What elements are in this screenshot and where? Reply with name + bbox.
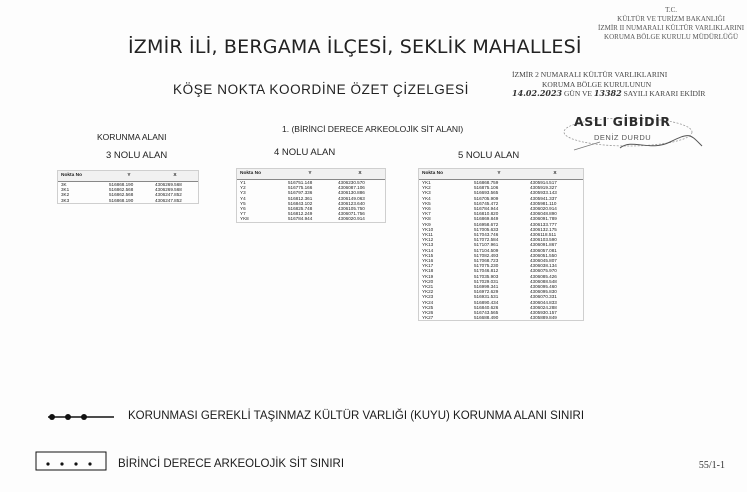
point-no-cell: Y7	[240, 211, 246, 217]
certifier-name: DENİZ DURDU	[594, 133, 652, 142]
col-x: X	[152, 171, 198, 182]
col-point-no: Nokta No	[58, 171, 106, 182]
point-no-cell: Y4	[240, 195, 246, 201]
x-cell: 4306087.106	[338, 185, 365, 191]
y-cell: 516869.849	[474, 216, 499, 222]
y-cell: 516843.102	[288, 200, 313, 206]
y-cell: 516868.190	[109, 197, 134, 203]
x-cell: 4306085.426	[530, 273, 557, 279]
y-cell: 517104.509	[474, 247, 499, 253]
point-no-cell: YK10	[422, 226, 434, 232]
x-cell: 4306088.548	[530, 278, 557, 284]
zone-4-coordinate-table	[236, 168, 386, 223]
point-no-cell: YK19	[422, 273, 434, 279]
summary-table-title: KÖŞE NOKTA KOORDİNE ÖZET ÇİZELGESİ	[173, 82, 469, 97]
x-cell: 4306020.914	[338, 216, 365, 222]
point-no-cell: Y3	[240, 190, 246, 196]
x-cell: 4306020.914	[530, 206, 557, 212]
point-no-cell: YK24	[422, 299, 434, 305]
y-cell: 516705.909	[474, 195, 499, 201]
x-cell: 4306123.640	[338, 200, 365, 206]
y-cell: 517068.723	[474, 258, 499, 264]
x-cell: 4306105.750	[338, 206, 365, 212]
x-cell: 4305930.157	[530, 310, 557, 316]
point-no-cell: 3K	[61, 182, 67, 187]
x-cell: 4306132.175	[530, 226, 557, 232]
x-cell: 4306044.833	[530, 299, 557, 305]
zone-3-label: 3 NOLU ALAN	[106, 150, 168, 161]
y-cell: 516958.672	[474, 221, 499, 227]
y-cell: 516810.820	[474, 211, 499, 217]
x-cell: 4306095.460	[530, 284, 557, 290]
x-cell: 4306038.134	[530, 263, 557, 269]
x-cell: 4306247.852	[155, 197, 182, 203]
x-cell: 4305914.517	[530, 180, 557, 185]
point-no-cell: YK9	[422, 221, 431, 227]
col-point-no: Nokta No	[237, 169, 285, 180]
point-no-cell: YK8	[240, 216, 249, 222]
point-no-cell: YK20	[422, 278, 434, 284]
col-y: Y	[285, 169, 335, 180]
x-cell: 4305919.327	[530, 185, 557, 191]
x-cell: 4305981.110	[530, 200, 557, 206]
y-cell: 517107.961	[474, 242, 499, 248]
y-cell: 516812.361	[288, 195, 313, 201]
section-heading: 1. (BİRİNCİ DERECE ARKEOLOJİK SİT ALANI)	[282, 124, 464, 134]
certified-copy-label: ASLI GİBİDİR	[574, 114, 671, 129]
point-no-cell: YK8	[422, 216, 431, 222]
point-no-cell: YK11	[422, 232, 433, 238]
col-y: Y	[471, 169, 527, 180]
x-cell: 4305889.849	[530, 315, 557, 321]
x-cell: 4306095.830	[530, 289, 557, 295]
decision-number: 13382	[593, 88, 622, 98]
decision-annex-stamp: İZMİR 2 NUMARALI KÜLTÜR VARLIKLARINI KORUMA BÖLGE KURULUNUN 14.02.2023 GÜN VE 13382 SAYILI KARARI EKİDİR	[512, 70, 706, 98]
point-no-cell: YK18	[422, 268, 434, 274]
x-cell: 4306247.852	[155, 192, 182, 198]
y-cell: 516999.341	[474, 284, 499, 290]
y-cell: 517075.230	[474, 263, 499, 269]
table-row	[237, 216, 385, 221]
point-no-cell: YK13	[422, 242, 434, 248]
y-cell: 516688.490	[474, 315, 499, 321]
point-no-cell: Y5	[240, 200, 246, 206]
y-cell: 517082.493	[474, 252, 499, 258]
point-no-cell: 3K2	[61, 192, 70, 198]
point-no-cell: YK4	[422, 195, 431, 201]
well-protection-boundary-symbol	[44, 410, 118, 424]
y-cell: 516862.568	[109, 192, 134, 198]
y-cell: 516840.626	[474, 304, 499, 310]
point-no-cell: YK2	[422, 185, 431, 191]
point-no-cell: YK14	[422, 247, 434, 253]
x-cell: 4306269.568	[155, 182, 182, 187]
point-no-cell: YK3	[422, 190, 431, 196]
col-point-no: Nokta No	[419, 169, 471, 180]
x-cell: 4306130.886	[338, 190, 365, 196]
y-cell: 516875.106	[474, 185, 499, 191]
x-cell: 4306091.789	[530, 216, 557, 222]
point-no-cell: YK26	[422, 310, 434, 316]
point-no-cell: YK21	[422, 284, 434, 290]
official-stamp: T.C. KÜLTÜR VE TURİZM BAKANLIĞI İZMİR II NUMARALI KÜLTÜR VARLIKLARINI KORUMA BÖLGE KURULU MÜDÜRLÜĞÜ	[598, 6, 745, 41]
y-cell: 516825.748	[288, 206, 313, 212]
x-cell: 4306230.570	[338, 180, 365, 185]
x-cell: 4306091.867	[530, 242, 557, 248]
y-cell: 516931.531	[474, 294, 499, 300]
table-row	[419, 315, 583, 320]
y-cell: 516745.472	[474, 200, 499, 206]
y-cell: 516743.565	[474, 310, 499, 316]
point-no-cell: Y1	[240, 180, 246, 185]
decision-date: 14.02.2023	[512, 88, 563, 98]
y-cell: 517029.031	[474, 278, 499, 284]
point-no-cell: Y6	[240, 206, 246, 212]
point-no-cell: 3K1	[61, 187, 70, 193]
x-cell: 4306048.890	[530, 211, 557, 217]
x-cell: 4306103.590	[530, 237, 557, 243]
y-cell: 516797.336	[288, 190, 313, 196]
x-cell: 4306075.970	[530, 268, 557, 274]
table-row	[58, 198, 198, 203]
point-no-cell: YK27	[422, 315, 434, 321]
y-cell: 516972.629	[474, 289, 499, 295]
y-cell: 516862.568	[109, 187, 134, 193]
y-cell: 517005.633	[474, 226, 499, 232]
x-cell: 4305933.143	[530, 190, 557, 196]
zone-3-coordinate-table	[57, 170, 199, 204]
y-cell: 516784.944	[288, 216, 313, 222]
point-no-cell: YK15	[422, 252, 434, 258]
col-y: Y	[106, 171, 152, 182]
y-cell: 516812.249	[288, 211, 313, 217]
y-cell: 516868.190	[109, 182, 134, 187]
y-cell: 516775.166	[288, 185, 313, 191]
x-cell: 4306024.288	[530, 304, 557, 310]
legend-well-boundary: KORUNMASI GEREKLİ TAŞINMAZ KÜLTÜR VARLIĞI (KUYU) KORUNMA ALANI SINIRI	[128, 410, 585, 422]
y-cell: 517035.903	[474, 273, 499, 279]
x-cell: 4306045.807	[530, 258, 557, 264]
y-cell: 516784.944	[474, 206, 499, 212]
zone-5-coordinate-table	[418, 168, 584, 321]
y-cell: 516890.434	[474, 299, 499, 305]
page-title: İZMİR İLİ, BERGAMA İLÇESİ, SEKLİK MAHALLESİ	[128, 36, 582, 58]
legend-site-boundary: BİRİNCİ DERECE ARKEOLOJİK SİT SINIRI	[118, 458, 345, 470]
x-cell: 4305941.337	[530, 195, 557, 201]
point-no-cell: YK22	[422, 289, 434, 295]
x-cell: 4306133.777	[530, 221, 557, 227]
col-x: X	[335, 169, 385, 180]
point-no-cell: YK7	[422, 211, 431, 217]
y-cell: 517043.746	[474, 232, 499, 238]
y-cell: 517046.812	[474, 268, 499, 274]
point-no-cell: YK16	[422, 258, 434, 264]
x-cell: 4306070.331	[530, 294, 557, 300]
col-x: X	[527, 169, 583, 180]
x-cell: 4306269.568	[155, 187, 182, 193]
point-no-cell: 3K3	[61, 197, 70, 203]
koruma-alani-heading: KORUNMA ALANI	[97, 132, 167, 142]
point-no-cell: YK12	[422, 237, 434, 243]
x-cell: 4306057.081	[530, 247, 557, 253]
x-cell: 4306118.511	[530, 232, 557, 238]
y-cell: 516868.759	[474, 180, 499, 185]
point-no-cell: YK23	[422, 294, 434, 300]
page-number: 55/1-1	[698, 460, 725, 471]
x-cell: 4306071.756	[338, 211, 365, 217]
point-no-cell: YK5	[422, 200, 431, 206]
point-no-cell: YK25	[422, 304, 434, 310]
point-no-cell: YK17	[422, 263, 434, 269]
zone-4-label: 4 NOLU ALAN	[274, 147, 336, 158]
y-cell: 517072.584	[474, 237, 499, 243]
point-no-cell: Y2	[240, 185, 246, 191]
y-cell: 516751.148	[288, 180, 313, 185]
zone-5-label: 5 NOLU ALAN	[458, 150, 520, 161]
archaeological-site-boundary-symbol	[34, 448, 110, 474]
point-no-cell: YK1	[422, 180, 431, 185]
x-cell: 4306051.550	[530, 252, 557, 258]
y-cell: 516693.565	[474, 190, 499, 196]
x-cell: 4306149.063	[338, 195, 365, 201]
point-no-cell: YK6	[422, 206, 431, 212]
